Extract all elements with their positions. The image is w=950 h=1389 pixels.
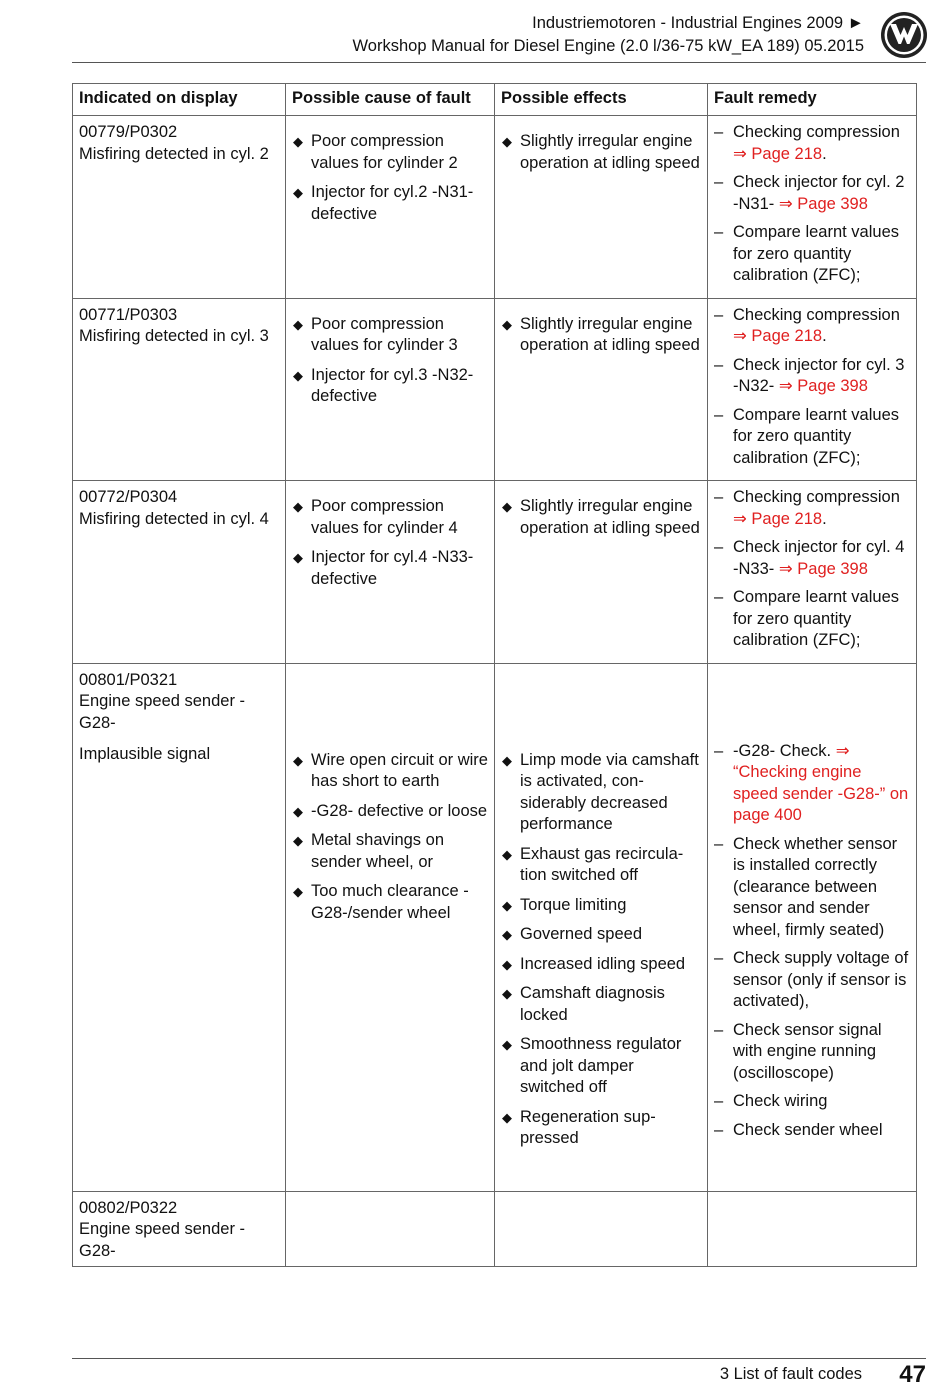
- cell-indicated-on-display: [73, 298, 286, 481]
- diamond-bullet-icon: ◆: [502, 846, 512, 862]
- remedy-text: Checking compression: [733, 488, 900, 506]
- remedy-list: [714, 122, 910, 287]
- fault-condition: Implausible signal: [79, 745, 211, 763]
- page-reference-link[interactable]: Page 398: [797, 559, 868, 578]
- remedy-list: [714, 741, 910, 1142]
- table-row: [73, 1191, 917, 1267]
- effects-list: [501, 314, 701, 357]
- cause-item: [292, 801, 488, 823]
- cell-fault-remedy: [708, 481, 917, 664]
- cause-item-text: Injector for cyl.4 -N33- defective: [311, 548, 474, 588]
- remedy-text: Checking compression: [733, 123, 900, 141]
- cross-reference-arrow-icon: ⇒: [778, 559, 798, 578]
- remedy-list: [714, 305, 910, 470]
- diamond-bullet-icon: ◆: [502, 499, 512, 514]
- effect-item-text: Governed speed: [520, 925, 643, 943]
- header-divider: [72, 62, 926, 63]
- remedy-trailing-punctuation: .: [822, 144, 827, 163]
- cell-possible-cause: [286, 1191, 495, 1267]
- effect-item: [501, 131, 701, 174]
- dash-bullet-icon: –: [714, 488, 724, 506]
- diamond-bullet-icon: ◆: [502, 986, 512, 1001]
- effect-item-text: Regeneration suppressed: [520, 1107, 656, 1147]
- cause-item: [292, 547, 488, 590]
- page-number: 47: [899, 1361, 926, 1388]
- effect-item-text: Increased idling speed: [520, 954, 686, 973]
- footer-section-title: 3 List of fault codes: [719, 1365, 862, 1383]
- effect-item-text: Slightly irregular engine operation at idling speed: [520, 314, 700, 354]
- cell-indicated-on-display: [73, 116, 286, 299]
- cause-item-text: Injector for cyl.3 -N32- defective: [311, 365, 474, 405]
- effect-item: [501, 1034, 701, 1099]
- effect-item: [501, 496, 701, 539]
- fault-description: Misfiring detected in cyl. 3: [79, 327, 269, 345]
- diamond-bullet-icon: ◆: [293, 134, 303, 149]
- remedy-text: Check wiring: [733, 1092, 828, 1110]
- diamond-bullet-icon: ◆: [293, 316, 303, 332]
- effect-item: [501, 844, 701, 887]
- effect-item-text: Slightly irregular engine operation at idling speed: [520, 497, 700, 537]
- diamond-bullet-icon: ◆: [502, 1109, 512, 1125]
- cause-item: [292, 830, 488, 873]
- dash-bullet-icon: –: [714, 1092, 724, 1110]
- cause-item-text: Poor compression values for cylinder 4: [311, 497, 458, 537]
- dash-bullet-icon: –: [714, 123, 724, 141]
- fault-code: 00802/P0322: [79, 1198, 178, 1217]
- cross-reference-arrow-icon: ⇒: [733, 144, 752, 163]
- effect-item: [501, 954, 701, 976]
- cell-indicated-on-display: [73, 481, 286, 664]
- effect-item-text: Camshaft diagnosis locked: [520, 984, 665, 1024]
- dash-bullet-icon: –: [714, 1020, 724, 1039]
- cause-item-text: Injector for cyl.2 -N31- defective: [311, 183, 474, 223]
- fault-code: 00772/P0304: [79, 488, 178, 506]
- cause-item-text: Wire open circuit or wire has short to earth: [311, 750, 488, 790]
- fault-description: Misfiring detected in cyl. 4: [79, 509, 269, 528]
- column-header-effects: Possible effects: [495, 84, 708, 116]
- fault-description: Engine speed sender -G28-: [79, 1220, 246, 1260]
- diamond-bullet-icon: ◆: [502, 316, 512, 332]
- table-row: [73, 298, 917, 481]
- fault-description: Engine speed sender -G28-: [79, 692, 246, 732]
- cause-item: [292, 131, 488, 174]
- effect-item-text: Torque limiting: [520, 895, 627, 914]
- cause-item-text: -G28- defective or loose: [311, 801, 488, 820]
- page-reference-link[interactable]: Page 218: [751, 144, 823, 163]
- remedy-item: [714, 948, 910, 1013]
- fault-code: 00771/P0303: [79, 305, 178, 324]
- cell-possible-cause: [286, 481, 495, 664]
- diamond-bullet-icon: ◆: [293, 550, 303, 565]
- cell-indicated-on-display: [73, 663, 286, 1191]
- causes-list: [292, 750, 488, 925]
- cell-fault-remedy: [708, 116, 917, 299]
- cross-reference-arrow-icon: ⇒: [778, 377, 798, 395]
- diamond-bullet-icon: ◆: [502, 927, 512, 942]
- cell-possible-cause: [286, 116, 495, 299]
- remedy-text: Check injector for cyl. 2 -N31-: [733, 173, 905, 213]
- dash-bullet-icon: –: [714, 223, 724, 241]
- effect-item-text: Slightly irregular engine operation at idling speed: [520, 132, 700, 172]
- remedy-list: [714, 487, 910, 652]
- fault-description: Misfiring detected in cyl. 2: [79, 144, 269, 163]
- table-row: [73, 663, 917, 1191]
- effects-list: [501, 496, 701, 539]
- remedy-text: Check whether sensor is installed correctly (clearance between sensor and sender wheel, firmly seated): [733, 834, 898, 939]
- page-reference-link[interactable]: Page 218: [751, 509, 823, 528]
- effect-item: [501, 750, 701, 836]
- remedy-item: [714, 172, 910, 215]
- cross-reference-arrow-icon: ⇒: [733, 509, 752, 528]
- effects-list: [501, 750, 701, 1150]
- cause-item-text: Metal shavings on sender wheel, or: [311, 831, 444, 871]
- fault-code: 00801/P0321: [79, 670, 178, 689]
- remedy-text: Check supply voltage of sensor (only if sensor is activated),: [733, 949, 909, 1010]
- table-body: [73, 116, 917, 1267]
- dash-bullet-icon: –: [714, 173, 724, 191]
- cell-possible-effects: [495, 116, 708, 299]
- cause-item: [292, 750, 488, 793]
- cell-fault-remedy: [708, 298, 917, 481]
- header-title: Industriemotoren - Industrial Engines 2009 ►: [532, 14, 864, 32]
- page-reference-link[interactable]: Page 398: [797, 377, 868, 395]
- header-subtitle: Workshop Manual for Diesel Engine (2.0 l/36-75 kW_EA 189) 05.2015: [352, 37, 864, 55]
- remedy-item: [714, 222, 910, 287]
- fault-table: [72, 83, 917, 1267]
- remedy-text: Check injector for cyl. 3 -N32-: [733, 355, 905, 395]
- remedy-item: [714, 587, 910, 652]
- diamond-bullet-icon: ◆: [293, 752, 303, 768]
- cell-possible-cause: [286, 663, 495, 1191]
- diamond-bullet-icon: ◆: [293, 367, 303, 383]
- table-header-row: [73, 84, 917, 116]
- remedy-text: Compare learnt values for zero quantity calibration (ZFC);: [733, 405, 899, 467]
- remedy-text: Check sender wheel: [733, 1120, 883, 1139]
- cell-possible-effects: [495, 663, 708, 1191]
- page-reference-link[interactable]: Page 398: [797, 194, 868, 213]
- cause-item: [292, 496, 488, 539]
- cause-item: [292, 314, 488, 357]
- cause-item-text: Poor compression values for cylinder 2: [311, 132, 458, 172]
- cause-item: [292, 365, 488, 408]
- effect-item: [501, 1107, 701, 1150]
- vw-logo-icon: [880, 11, 928, 59]
- dash-bullet-icon: –: [714, 834, 724, 853]
- page-reference-link[interactable]: Page 218: [751, 327, 823, 345]
- causes-list: [292, 131, 488, 225]
- dash-bullet-icon: –: [714, 538, 724, 556]
- cell-possible-effects: [495, 298, 708, 481]
- diamond-bullet-icon: ◆: [293, 185, 303, 200]
- table-row: [73, 481, 917, 664]
- remedy-text: Checking compression: [733, 305, 900, 324]
- effect-item: [501, 314, 701, 357]
- effect-item: [501, 924, 701, 946]
- remedy-item: [714, 834, 910, 942]
- diamond-bullet-icon: ◆: [502, 752, 512, 768]
- remedy-item: [714, 305, 910, 348]
- effect-item: [501, 895, 701, 917]
- dash-bullet-icon: –: [714, 949, 724, 967]
- table-row: [73, 116, 917, 299]
- diamond-bullet-icon: ◆: [502, 956, 512, 972]
- column-header-remedy: Fault remedy: [708, 84, 917, 116]
- remedy-item: [714, 122, 910, 165]
- cell-indicated-on-display: [73, 1191, 286, 1267]
- cell-fault-remedy: [708, 663, 917, 1191]
- dash-bullet-icon: –: [714, 405, 724, 424]
- dash-bullet-icon: –: [714, 305, 724, 324]
- remedy-item: [714, 537, 910, 580]
- diamond-bullet-icon: ◆: [293, 499, 303, 514]
- footer-divider: [72, 1358, 926, 1359]
- diamond-bullet-icon: ◆: [293, 803, 303, 819]
- cause-item: [292, 182, 488, 225]
- dash-bullet-icon: –: [714, 741, 724, 760]
- diamond-bullet-icon: ◆: [502, 897, 512, 913]
- causes-list: [292, 314, 488, 408]
- remedy-item: [714, 1020, 910, 1085]
- diamond-bullet-icon: ◆: [293, 884, 303, 899]
- diamond-bullet-icon: ◆: [502, 134, 512, 149]
- remedy-item: [714, 741, 910, 827]
- remedy-item: [714, 487, 910, 530]
- remedy-item: [714, 1091, 910, 1113]
- cause-item-text: Too much clearance -G28-/sender wheel: [311, 882, 469, 922]
- cause-item: [292, 881, 488, 924]
- cross-reference-arrow-icon: ⇒: [733, 327, 752, 345]
- dash-bullet-icon: –: [714, 1120, 724, 1139]
- dash-bullet-icon: –: [714, 355, 724, 374]
- remedy-item: [714, 405, 910, 470]
- remedy-item: [714, 355, 910, 398]
- causes-list: [292, 496, 488, 590]
- remedy-text: Compare learnt values for zero quantity calibration (ZFC);: [733, 223, 899, 284]
- cell-possible-effects: [495, 1191, 708, 1267]
- dash-bullet-icon: –: [714, 588, 724, 606]
- fault-code: 00779/P0302: [79, 123, 178, 141]
- remedy-item: [714, 1120, 910, 1142]
- remedy-text: Check sensor signal with engine running (oscilloscope): [733, 1020, 882, 1082]
- page-reference-link[interactable]: “Checking engine speed sender -G28-” on page 400: [733, 763, 909, 824]
- remedy-text: -G28- Check.: [733, 741, 836, 760]
- diamond-bullet-icon: ◆: [502, 1037, 512, 1052]
- remedy-trailing-punctuation: .: [822, 327, 827, 345]
- effect-item: [501, 983, 701, 1026]
- cell-possible-cause: [286, 298, 495, 481]
- effect-item-text: Limp mode via camshaft is activated, considerably decreased performance: [520, 750, 699, 833]
- column-header-cause: Possible cause of fault: [286, 84, 495, 116]
- remedy-text: Compare learnt values for zero quantity calibration (ZFC);: [733, 588, 899, 649]
- effect-item-text: Smoothness regulator and jolt damper switched off: [520, 1035, 682, 1096]
- cross-reference-arrow-icon: ⇒: [835, 741, 850, 760]
- effect-item-text: Exhaust gas recirculation switched off: [520, 844, 684, 884]
- cell-fault-remedy: [708, 1191, 917, 1267]
- remedy-text: Check injector for cyl. 4 -N33-: [733, 538, 905, 578]
- cell-possible-effects: [495, 481, 708, 664]
- cross-reference-arrow-icon: ⇒: [778, 194, 798, 213]
- remedy-trailing-punctuation: .: [822, 509, 827, 528]
- page-header: [0, 0, 950, 70]
- column-header-display: Indicated on display: [73, 84, 286, 116]
- diamond-bullet-icon: ◆: [293, 833, 303, 848]
- effects-list: [501, 131, 701, 174]
- cause-item-text: Poor compression values for cylinder 3: [311, 314, 458, 354]
